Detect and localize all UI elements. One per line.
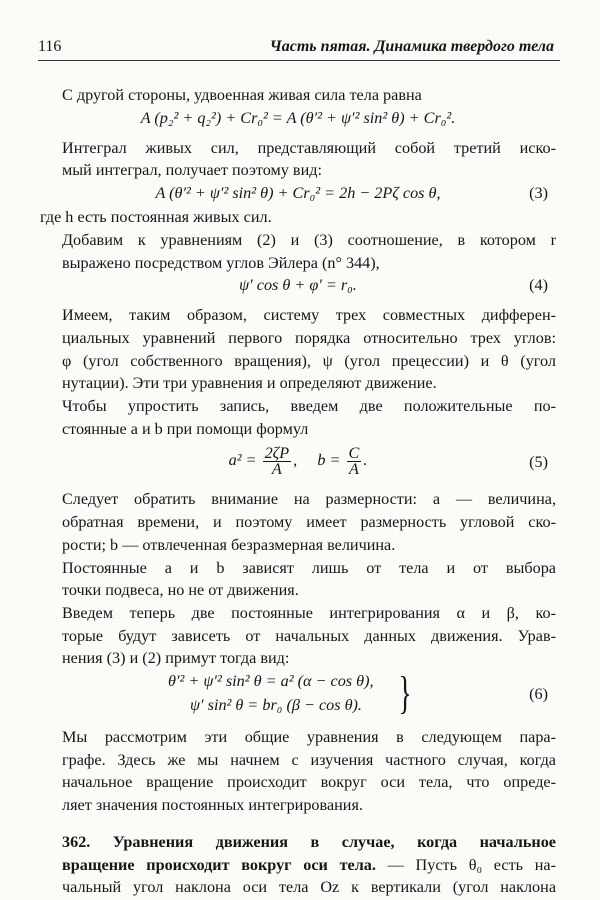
paragraph (40, 84, 556, 107)
text-line: Мы рассмотрим эти общие уравнения в следующем пара- (62, 728, 556, 747)
text-line: рости; b — отвлеченная безразмерная величина. (62, 535, 396, 554)
text-line: Чтобы упростить запись, введем две положительные по- (62, 397, 556, 416)
running-title: Часть пятая. Динамика твердого тела (269, 38, 554, 55)
paragraph (40, 395, 556, 440)
equation-lhs-b: b = (317, 451, 341, 470)
numerator: 2ζP (264, 444, 290, 463)
text-line: Имеем, таким образом, систему трех совместных дифферен- (62, 306, 556, 325)
equation-unnumbered (40, 107, 556, 131)
fraction (347, 446, 362, 477)
numerator: C (348, 444, 360, 463)
denominator: A (348, 460, 359, 479)
text-line: Введем теперь две постоянные интегрирования α и β, ко- (62, 603, 556, 622)
equation-lhs-a: a² = (228, 451, 257, 470)
equation-system-6 (40, 667, 556, 720)
section-paragraph (40, 831, 556, 899)
text-line: С другой стороны, удвоенная живая сила тела равна (62, 86, 422, 104)
section-title-continued: вращение происходит вокруг оси тела. (62, 855, 376, 874)
equation-number: (3) (529, 184, 548, 203)
text-line: Постоянные a и b зависят лишь от тела и от выбора (62, 558, 556, 577)
equation-expression: A (p₂² + q₂²) + Cr₀² = A (θ′² + ψ′² sin² θ) + Cr₀². (140, 108, 456, 127)
running-header (38, 38, 560, 61)
paragraph (40, 229, 556, 274)
text-line: ляет значения постоянных интегрирования. (62, 796, 363, 815)
paragraph (40, 206, 556, 229)
text-line (40, 854, 556, 877)
text-line: торые будут зависеть от начальных данных движения. Урав- (62, 626, 556, 645)
text-line: нутации). Эти три уравнения и определяют движение. (62, 374, 437, 393)
text-line: начальное вращение происходит вокруг оси тела, что опреде- (62, 773, 556, 792)
text-line (40, 831, 556, 854)
equation-expression: ψ′ cos θ + φ′ = r₀. (239, 276, 357, 295)
equation-number: (6) (529, 685, 548, 704)
paragraph (40, 304, 556, 395)
text-line: мый интеграл, получает поэтому вид: (62, 161, 322, 180)
equation-expression: a² = $\frac{2\zeta P}{A}$ , b = $\frac{C}{A}$ . (228, 444, 368, 479)
fraction (263, 446, 292, 477)
equation-3 (40, 182, 556, 206)
equation-5 (40, 440, 556, 484)
text-line: где h есть постоянная живых сил. (40, 208, 272, 227)
text-line: чальный угол наклона оси тела Oz к вертикали (угол наклона (62, 878, 556, 897)
text-line: Добавим к уравнениям (2) и (3) соотношение, в котором r (62, 230, 556, 249)
paragraph (40, 137, 556, 182)
section-title: Уравнения движения в случае, когда начальное (112, 832, 556, 851)
equation-number: (5) (529, 453, 548, 472)
page-number: 116 (38, 38, 62, 55)
equation-4 (40, 274, 556, 298)
equation-line: θ′² + ψ′² sin² θ = a² (α − cos θ), (168, 672, 374, 691)
text-line: φ (угол собственного вращения), ψ (угол прецессии) и θ (угол (62, 351, 556, 370)
equation-expression: A (θ′² + ψ′² sin² θ) + Cr₀² = 2h − 2Pζ cos θ, (155, 184, 441, 203)
text-line: выражено посредством углов Эйлера (n° 344), (62, 253, 380, 272)
paragraph (40, 557, 556, 602)
text-line: циальных уравнений первого порядка относительно трех углов: (62, 328, 556, 347)
right-brace: } (398, 667, 412, 719)
equation-line: ψ′ sin² θ = br₀ (β − cos θ). (190, 696, 362, 715)
paragraph (40, 488, 556, 556)
section-text: — Пусть θ₀ есть на- (375, 855, 556, 874)
text-line: графе. Здесь же мы начнем с изучения частного случая, когда (62, 750, 556, 769)
page-body (40, 84, 556, 899)
denominator: A (271, 460, 282, 479)
text-line: точки подвеса, но не от движения. (62, 581, 299, 600)
paragraph (40, 602, 556, 670)
paragraph (40, 726, 556, 817)
section-number: 362. (62, 832, 91, 851)
text-line: стоянные a и b при помощи формул (62, 419, 309, 438)
equation-number: (4) (529, 276, 548, 295)
text-line: обратная времени, и поэтому имеет размерность угловой ско- (62, 513, 556, 532)
text-line: нения (3) и (2) примут тогда вид: (62, 649, 290, 668)
text-line: Интеграл живых сил, представляющий собой третий иско- (62, 138, 556, 157)
text-line: Следует обратить внимание на размерности: a — величина, (62, 490, 556, 509)
